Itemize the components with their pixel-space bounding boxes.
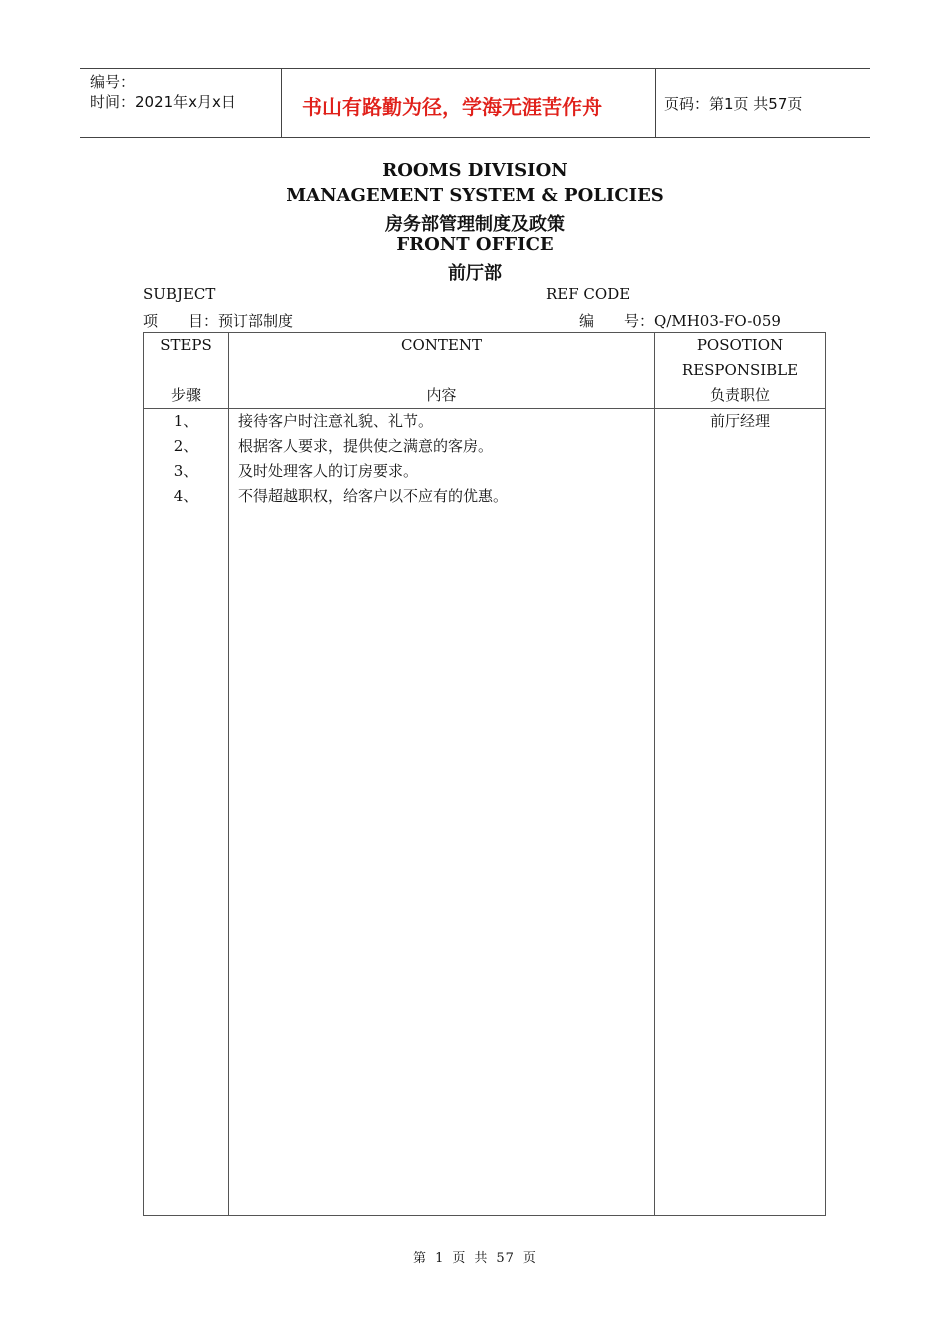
subject-en-label: SUBJECT [143,285,216,303]
position-header-en-1: POSOTION [696,336,784,354]
steps-header [144,333,229,409]
step-number: 1、 [173,412,199,430]
header-page-cell [655,69,870,137]
title-management-system: MANAGEMENT SYSTEM & POLICIES [286,185,664,206]
table-body-row [144,409,826,1216]
header-slogan: 书山有路勤为径，学海无涯苦作舟 [302,95,602,119]
footer-ye: 页 [452,1251,467,1266]
position-value: 前厅经理 [709,412,770,430]
subject-cn-line [143,310,293,331]
content-header-cn: 内容 [426,386,457,404]
step-number: 4、 [173,487,199,505]
step-number: 3、 [173,462,199,480]
footer-di: 第 [413,1251,428,1266]
title-front-office: FRONT OFFICE [396,234,554,255]
page-footer [0,1247,950,1266]
refcode-value: Q/MH03-FO-059 [654,312,781,330]
refcode-cn-line [579,310,781,331]
content-header [229,333,655,409]
table-header-row [144,333,826,409]
step-content: 根据客人要求，提供使之满意的客房。 [238,437,494,455]
title-rooms-division: ROOMS DIVISION [382,160,568,181]
position-cell [655,409,826,1216]
step-content: 不得超越职权，给客户以不应有的优惠。 [238,487,509,505]
footer-gong: 共 [474,1251,489,1266]
document-number-label: 编号： [90,73,136,91]
refcode-en-label: REF CODE [546,285,631,303]
document-date: 时间：2021年x月x日 [90,93,236,111]
footer-page-number: 1 [435,1251,445,1266]
subject-cn-value: 预订部制度 [218,312,294,330]
steps-header-en: STEPS [160,336,212,354]
header-left-cell [80,69,281,137]
steps-cell [144,409,229,1216]
step-number: 2、 [173,437,199,455]
title-front-office-cn: 前厅部 [448,263,502,284]
document-header [80,68,870,138]
content-cell [229,409,655,1216]
title-chinese-policies: 房务部管理制度及政策 [385,214,565,235]
content-header-en: CONTENT [401,336,482,354]
steps-header-cn: 步骤 [170,386,201,404]
header-page-info: 页码：第1页 共57页 [664,95,803,113]
policy-table [143,332,826,1216]
step-content: 接待客户时注意礼貌、礼节。 [238,412,434,430]
position-header [655,333,826,409]
position-header-cn: 负责职位 [709,386,770,404]
footer-ye2: 页 [522,1251,537,1266]
refcode-cn-label: 编 号： [579,312,655,330]
position-header-en-2: RESPONSIBLE [681,361,799,379]
footer-total-pages: 57 [496,1251,515,1266]
subject-cn-label: 项 目： [143,312,219,330]
step-content: 及时处理客人的订房要求。 [238,462,419,480]
header-slogan-cell [281,69,656,137]
